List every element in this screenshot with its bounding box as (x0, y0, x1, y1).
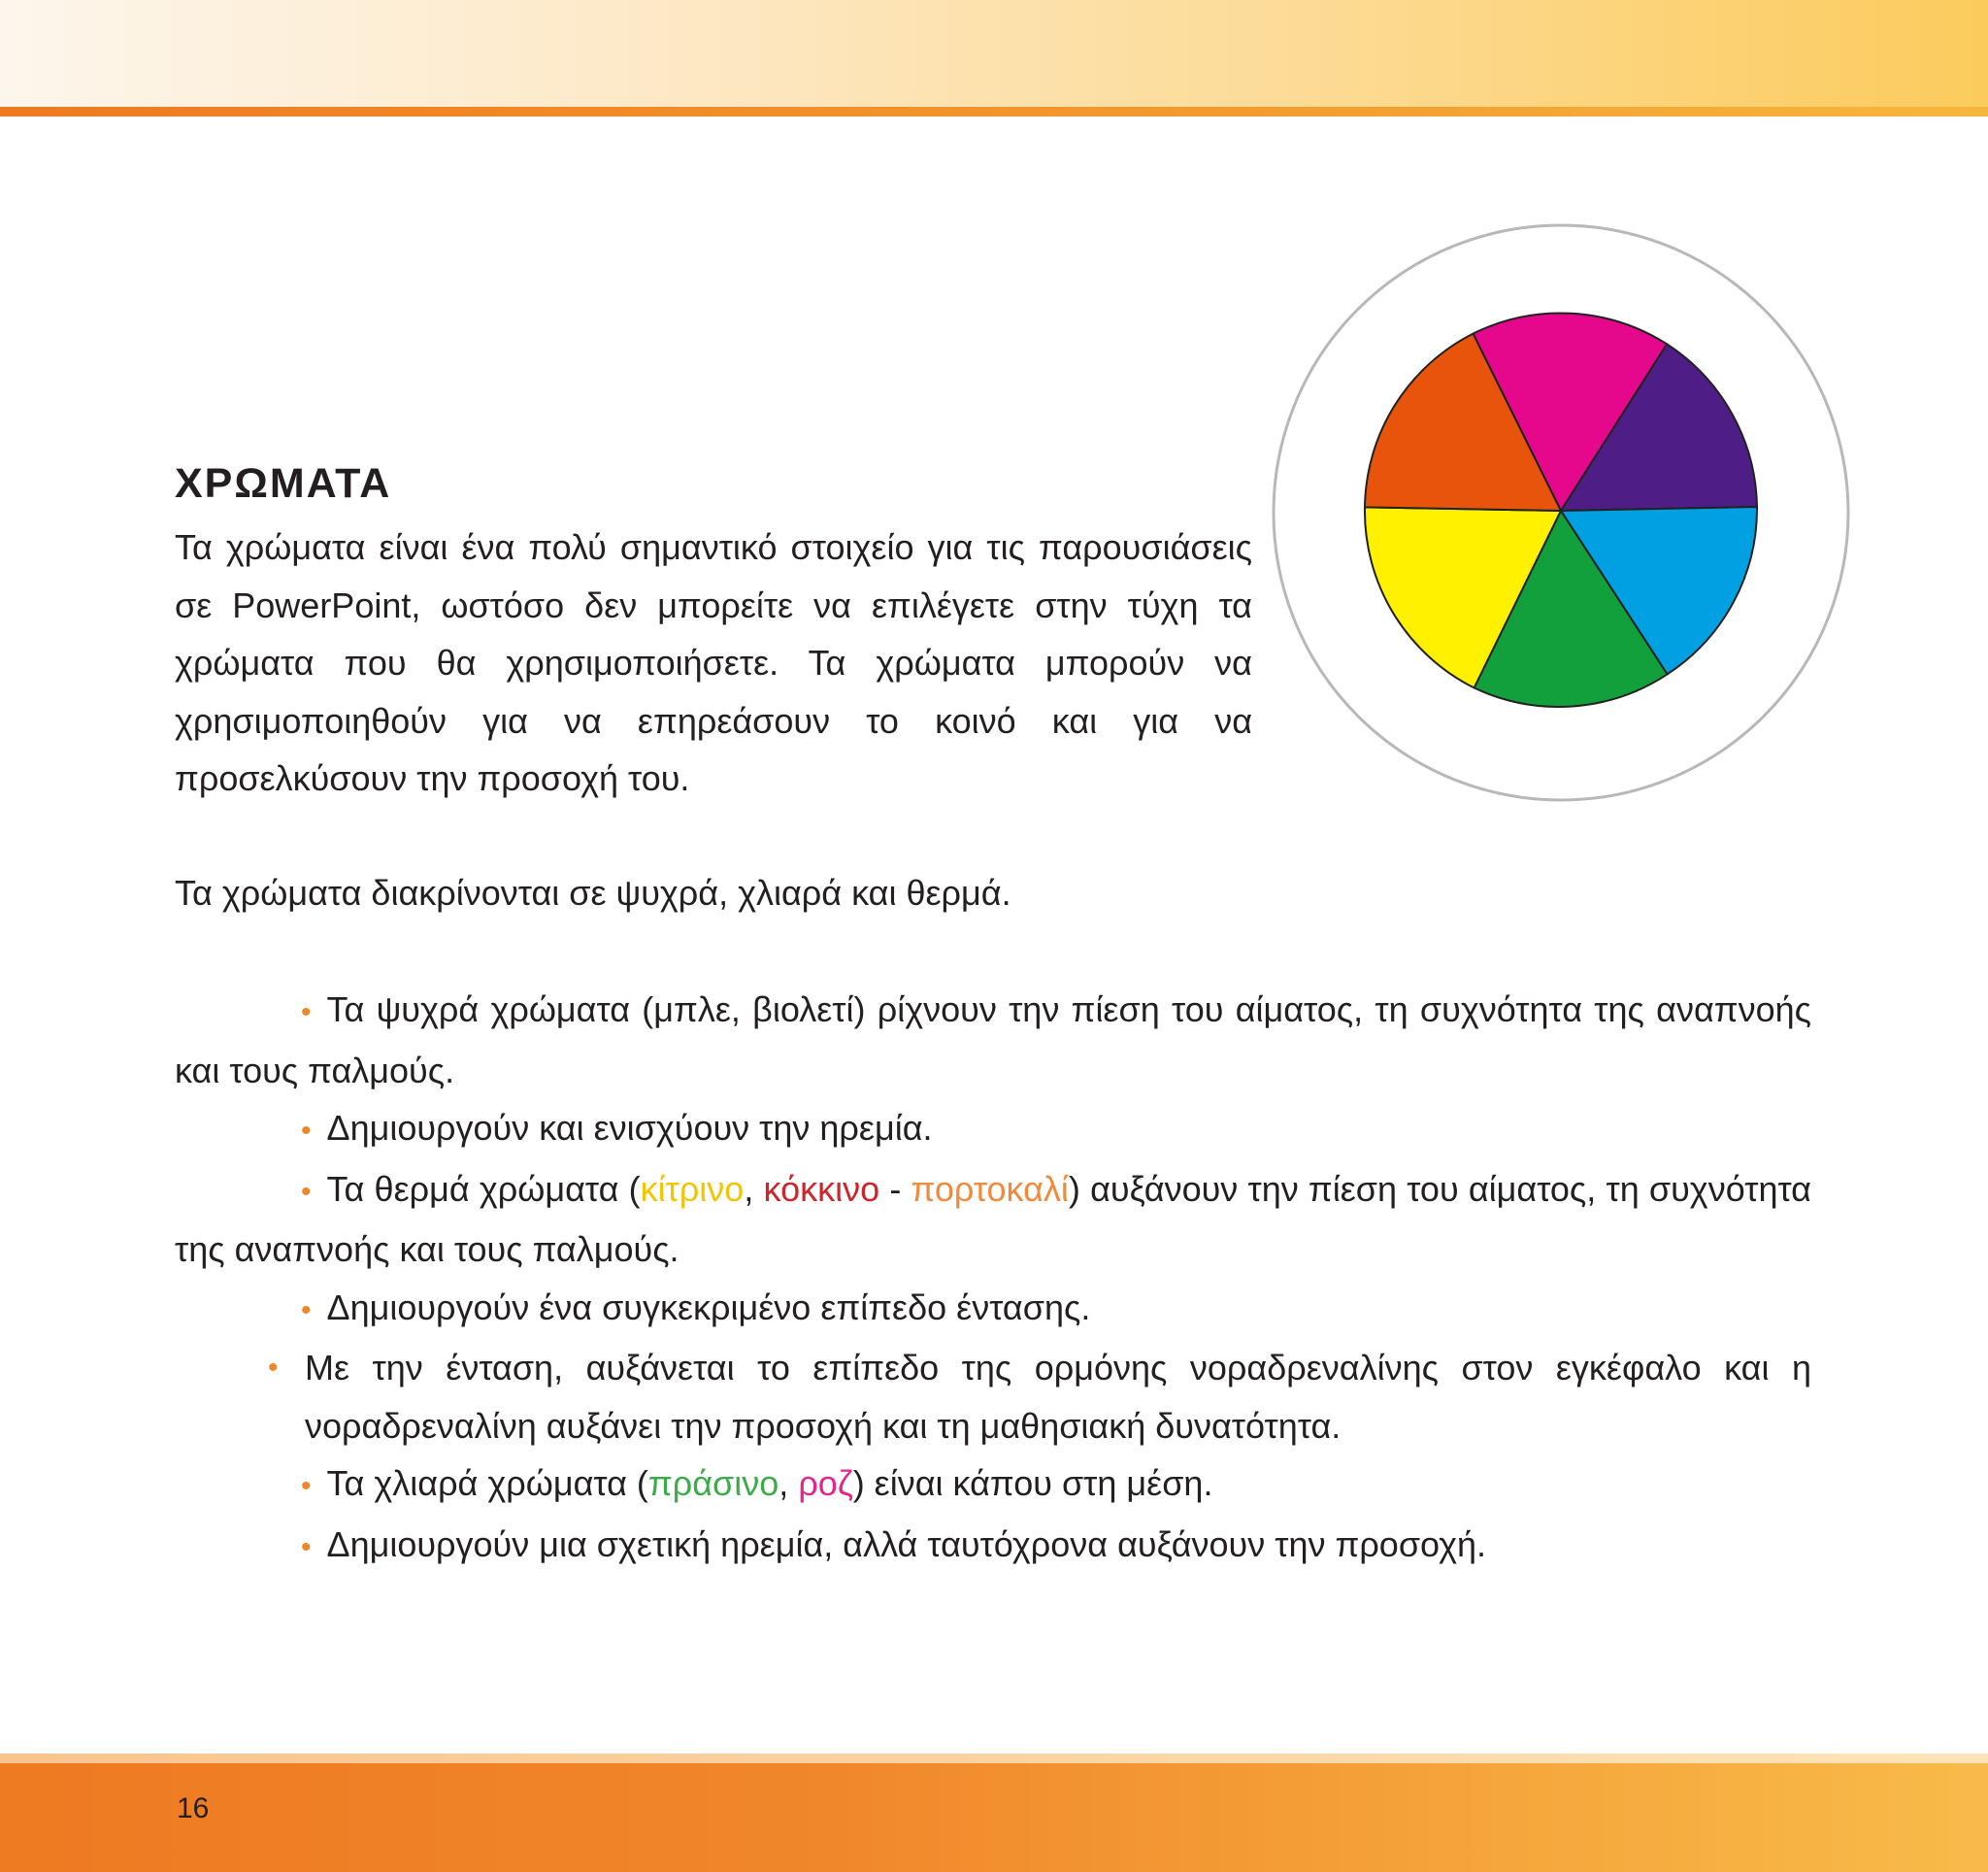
warm-comma: , (744, 1168, 764, 1209)
footer-stripe (0, 1754, 1988, 1763)
page-title: ΧΡΩΜΑΤΑ (175, 460, 392, 507)
bullet-icon: • (301, 1115, 312, 1147)
bullet-icon: • (301, 996, 312, 1028)
bullet-text-cold-colors: Τα ψυχρά χρώματα (μπλε, βιολετί) ρίχνουν την πίεση του αίματος, τη συχνότητα της αναπνοής και τους παλμούς. (175, 989, 1811, 1090)
list-item (175, 1339, 1811, 1454)
bullet-icon: • (301, 1175, 312, 1208)
word-green: πράσινο (647, 1463, 779, 1503)
bullet-icon: • (268, 1352, 279, 1384)
header-stripe (0, 107, 1988, 117)
warm-prefix: Τα θερμά χρώματα ( (326, 1168, 641, 1209)
bullet-list (175, 981, 1811, 1576)
warm-suffix: ) αυξάνουν την πίεση του αίματος, τη συχνότητα της αναπνοής και τους παλμούς. (175, 1168, 1811, 1269)
header-band (0, 0, 1988, 107)
list-item (175, 1279, 1811, 1340)
list-item (175, 1454, 1811, 1516)
lukewarm-prefix: Τα χλιαρά χρώματα ( (326, 1463, 648, 1503)
word-red: κόκκινο (763, 1168, 880, 1209)
bullet-text-noradrenaline: Με την ένταση, αυξάνεται το επίπεδο της ορμόνης νοραδρεναλίνης στον εγκέφαλο και η νοραδρεναλίνη αυξάνει την προσοχή και τη μαθησιακή δυνατότητα. (305, 1348, 1811, 1446)
list-item (175, 1099, 1811, 1160)
footer-band (0, 1754, 1988, 1872)
bullet-icon: • (301, 1293, 312, 1326)
intro-paragraph: Τα χρώματα είναι ένα πολύ σημαντικό στοιχείο για τις παρουσιάσεις σε PowerPoint, ωστόσο δεν μπορείτε να επιλέγετε στην τύχη τα χρώματα που θα χρησιμοποιήσετε. Τα χρώματα μπορούν να χρησιμοποιηθούν για να επηρεάσουν το κοινό και για να προσελκύσουν την προσοχή του. (175, 527, 1252, 798)
bullet-text-relative-calm: Δημιουργούν μια σχετική ηρεμία, αλλά ταυτόχρονα αυξάνουν την προσοχή. (326, 1523, 1487, 1564)
bullet-icon: • (301, 1530, 312, 1563)
color-wheel-image (1266, 221, 1856, 812)
page-number: 16 (177, 1792, 210, 1824)
word-pink: ροζ (798, 1463, 853, 1503)
word-orange: πορτοκαλί (911, 1168, 1069, 1209)
bullet-text-tension: Δημιουργούν ένα συγκεκριμένο επίπεδο έντασης. (326, 1287, 1091, 1327)
list-item (175, 981, 1811, 1099)
word-yellow: κίτρινο (640, 1168, 745, 1209)
color-types-sentence: Τα χρώματα διακρίνονται σε ψυχρά, χλιαρά και θερμά. (175, 873, 1011, 913)
bullet-icon: • (301, 1470, 312, 1502)
bullet-text-calm: Δημιουργούν και ενισχύουν την ηρεμία. (326, 1108, 933, 1148)
list-item (175, 1160, 1811, 1279)
list-item (175, 1516, 1811, 1577)
warm-dash: - (879, 1168, 911, 1209)
lukewarm-comma: , (779, 1463, 799, 1503)
lukewarm-suffix: ) είναι κάπου στη μέση. (852, 1463, 1213, 1503)
